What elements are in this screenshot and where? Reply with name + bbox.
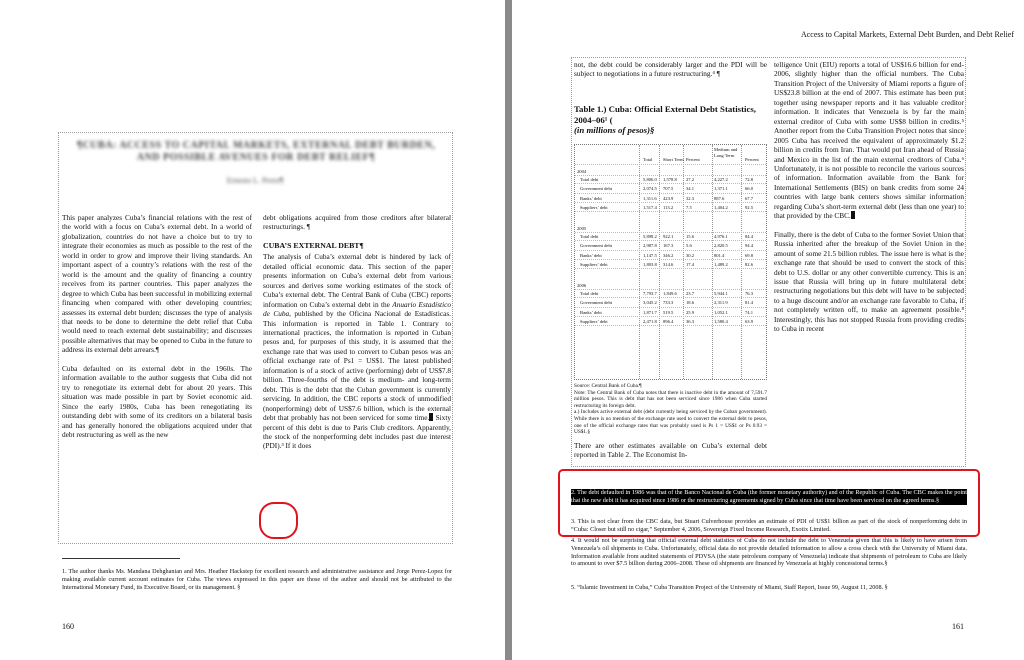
eiu-paragraph: telligence Unit (EIU) reports a total of US$16.6 billion for end-2006, slightly higher than the official numbers. The Cuba Transition Project of the University of Miami reports a figure of US$23.8 billion at the end of 2007. This estimate has been put together using newspaper reports and it has valuable creditor information. It indicates that Venezuela is by far the main external creditor of Cuba with some US$8 billion in credits.⁵ Another report from the Cuba Transition Project notes that since 2005 Cuba has received the equivalent of approximately $1.2 billion in credits from Iran. That would put Iran ahead of Russia and Mexico in the list of the main external creditors of Cuba.⁶ Unfortunately, it is not possible to reconcile the various sources of information. Information available from the Bank for International Settlements (BIS) on bank credits from some 24 countries with large bank centers shows similar information regarding Cuba’s short-term external debt (less than one year) to that provided by the CBC. [774, 60, 964, 221]
table-cell: 423.9 [663, 195, 674, 201]
table-header-row [575, 147, 766, 165]
table-cell: 1,849.6 [663, 291, 677, 297]
table-cell: 4,227.2 [714, 177, 728, 183]
table-header-cell: Short Term [663, 157, 684, 162]
table-cell: 30.2 [686, 252, 695, 258]
table-cell: 1,404.2 [714, 204, 728, 210]
table-cell: 1,517.4 [643, 204, 657, 210]
table-cell: 27.2 [686, 177, 695, 183]
table-cell: 314.6 [663, 261, 674, 267]
table-year-label: 2005 [577, 226, 587, 231]
footnote-marker-callout [259, 502, 298, 539]
left-page [0, 0, 505, 660]
table-row-label: Banks’ debt [580, 309, 602, 315]
table-row-label: Total debt [580, 234, 599, 240]
right-column-1-top [574, 60, 767, 100]
table-source: Source: Central Bank of Cuba.¶ [574, 383, 642, 389]
external-debt-paragraph: The analysis of Cuba’s external debt is hindered by lack of detailed official economic data. This section of the paper presents information on Cuba’s external debt from various sources and derives some working estimates of the stock of Cuba’s external debt. The Central Bank of Cuba (CBC) reports information on Cuba’s external debt in the Anuario Estadístico de Cuba, published by the Oficina Nacional de Estadísticas. This information is reported in Table 1. Contrary to international practices, the information is reported in Cuban pesos and, for purposes of this study, it is assumed that the exchange rate that was used to convert to Cuban pesos was an official exchange rate of Ps1 = US$1. The latest published information is of a stock of active (performing) debt of US$7.8 billion. Three-fourths of the debt is medium- and long-term debt. This is the debt that the Cuban government is currently servicing. In addition, the CBC reports a stock of unmodified (nonperforming) debt of US$7.6 billion, which is the external debt that probably has not been serviced for some time. Sixty percent of this debt is due to Paris Club creditors. Apparently, the stock of the nonperforming debt includes past due interest (PDI).³ If it does [263, 252, 451, 451]
table-row-label: Suppliers’ debt [580, 318, 608, 324]
page-number-left: 160 [62, 622, 74, 631]
table-header-cell: Total [643, 157, 653, 162]
footnote-separator [62, 558, 180, 559]
table-row-label: Suppliers’ debt [580, 261, 608, 267]
table-cell: 1,311.6 [643, 195, 657, 201]
table-cell: 113.2 [663, 204, 674, 210]
restructuring-paragraph: debt obligations acquired from those creditors after bilateral restructurings. ¶ [263, 213, 451, 232]
table-year-row [575, 283, 766, 290]
table-row [575, 300, 766, 307]
table-row [575, 291, 766, 298]
table-row [575, 196, 766, 203]
author-name: Ernesto L. Perez¶ [226, 176, 284, 185]
table-cell: 1,147.5 [643, 252, 657, 258]
table-row-label: Banks’ debt [580, 195, 602, 201]
table-row-label: Banks’ debt [580, 252, 602, 258]
table-cell: 2,074.5 [643, 186, 657, 192]
table-cell: 81.4 [745, 300, 754, 306]
table-cell: 167.3 [663, 243, 674, 249]
table-row-label: Government debt [580, 300, 613, 306]
table-cell: 1,580.4 [714, 318, 728, 324]
table-cell: 1,803.8 [643, 261, 657, 267]
right-column-1-bottom [574, 441, 767, 465]
anuario-title: Anuario Estadístico de Cuba [263, 299, 451, 319]
table-cell: 2,820.5 [714, 243, 728, 249]
table-cell: 74.1 [745, 309, 754, 315]
table-year-label: 2004 [577, 169, 587, 174]
table-row [575, 186, 766, 193]
table-cell: 7,793.7 [643, 291, 657, 297]
table-cell: 84.4 [745, 234, 754, 240]
table-row-label: Total debt [580, 177, 599, 183]
table-cell: 4,976.1 [714, 234, 728, 240]
soviet-debt-paragraph: Finally, there is the debt of Cuba to the former Soviet Union that Russia inherited after the breakup of the Soviet Union in the amount of some 21.5 billion rubles. The issue here is what is the exchange rate that should be used to convert the stock of this debt to U.S. dollar or any other convertible currency. This is an issue that Russia will bring up in future multilateral debt restructuring negotiations but this debt will have to be subjected to a huge discount and/or an exchange rate favorable to Cuba, if not completely written off, to make an agreement possible.⁸ Interestingly, this has not stopped Russia from providing credits to Cuba in recent [774, 229, 964, 334]
left-column-1 [62, 213, 252, 543]
table-notes [574, 383, 767, 436]
table-cell: 63.9 [745, 318, 754, 324]
table-header-cell: Percent [745, 157, 759, 162]
table-cell: 896.4 [663, 318, 674, 324]
table-cell: 5,898.2 [643, 234, 657, 240]
table-row-label: Government debt [580, 243, 613, 249]
table-row-label: Government debt [580, 186, 613, 192]
page-gutter [505, 0, 512, 660]
table-cell: 887.6 [714, 195, 725, 201]
table-header-cell: Percent [686, 157, 700, 162]
table-cell: 34.1 [686, 186, 695, 192]
continued-paragraph: not, the debt could be considerably larger and the PDI will be subject to negotiations in a future restructuring.⁴ ¶ [574, 60, 767, 79]
table-row-label: Suppliers’ debt [580, 204, 608, 210]
table-header-cell: Medium and Long Term [714, 147, 738, 158]
paper-title: ¶CUBA: ACCESS TO CAPITAL MARKETS, EXTERNAL DEBT BURDEN, AND POSSIBLE AVENUES FOR DEBT RELIEF¶ [76, 140, 436, 163]
table-cell: 72.8 [745, 177, 754, 183]
right-page [512, 0, 1024, 660]
table-cell: 5,806.0 [643, 177, 657, 183]
table-cell: 17.4 [686, 261, 695, 267]
table-cell: 25.9 [686, 309, 695, 315]
table-row [575, 253, 766, 260]
table-cell: 2,471.8 [643, 318, 657, 324]
table-row [575, 310, 766, 317]
table-row [575, 205, 766, 212]
table-year-label: 2006 [577, 283, 587, 288]
table-row [575, 234, 766, 241]
running-head: Access to Capital Markets, External Debt Burden, and Debt Relief [800, 30, 1014, 39]
table-cell: 7.5 [686, 204, 692, 210]
footnote-5: 5. “Islamic Investment in Cuba,” Cuba Transition Project of the University of Miami, Staff Report, Issue 99, August 11, 2008. § [571, 584, 888, 591]
table-cell: 92.5 [745, 204, 754, 210]
table-cell: 66.0 [745, 186, 754, 192]
right-column-2 [774, 60, 964, 465]
table-cell: 1,871.7 [643, 309, 657, 315]
table-cell: 1,052.1 [714, 309, 728, 315]
abstract-paragraph: This paper analyzes Cuba’s financial relations with the rest of the world with a focus on Cuba’s external debt. In a world of globalization, countries do not have a choice but to try to integrate their economies as much as possible to the rest of the world in order to grow and improve their living standards. An important aspect of a country’s relations with the rest of the world is the amount and the quality of financing a country receives from its partner countries. This paper analyzes the degree to which Cuba has been successful in mobilizing external financing when compared with other developing countries; assesses its external debt burden; discusses the type of analysis that needs to be done to determine the debt relief that Cuba would need to reach external debt sustainability; and discusses possible alternatives that may be opened to Cuba in the future to address its external debt arrears.¶ [62, 213, 252, 355]
table-year-row [575, 169, 766, 176]
table-cell: 15.6 [686, 234, 695, 240]
table-row-label: Total debt [580, 291, 599, 297]
table-cell: 76.3 [745, 291, 754, 297]
other-estimates-paragraph: There are other estimates available on Cuba’s external debt reported in Table 2. The Economist In- [574, 441, 767, 460]
table-cell: 18.6 [686, 300, 695, 306]
table-cell: 5.6 [686, 243, 692, 249]
table-cell: 82.6 [745, 261, 754, 267]
table-cell: 69.8 [745, 252, 754, 258]
paragraph-marker [851, 211, 855, 219]
table-row [575, 177, 766, 184]
table-year-row [575, 226, 766, 233]
table-cell: 94.4 [745, 243, 754, 249]
table-cell: 519.5 [663, 309, 674, 315]
intro-paragraph: Cuba defaulted on its external debt in the 1960s. The information available to the author suggests that Cuba did not try to renegotiate its external debt for about 20 years. This situation was made possible in part by Soviet economic aid. Since the early 1980s, Cuba has been renegotiating its outstanding debt with some of its creditors on a bilateral basis and has generally honored the obligations acquired under that debt restructuring as well as the new [62, 363, 252, 439]
footnote-2-highlighted[interactable]: 2. The debt defaulted in 1986 was that of the Banco Nacional de Cuba (the former monetary authority) and of the Republic of Cuba. The CBC makes the point that the new debt it has acquired since 1986 or the restructuring agreements signed by Cuba since that time have been serviced on the agreed terms.§ [571, 489, 967, 504]
footnote-3: 3. This is not clear from the CBC data, but Stuart Culverhouse provides an estimate of PDI of US$1 billion as part of the stock of nonperforming debt in “Cuba: Closer but still no cigar,” September 4, 2006, Sovereign Fixed Income Research, Exotix Limited. [571, 518, 967, 533]
table-cell: 922.1 [663, 234, 674, 240]
table-cell: 5,944.1 [714, 291, 728, 297]
table-cell: 346.2 [663, 252, 674, 258]
footnote-1: 1. The author thanks Ms. Mandana Dehghanian and Mrs. Heather Hackstep for excellent research and administrative assistance and Jorge Perez-Lopez for making available current account estimates for Cuba. The views expressed in this paper are those of the author and should not be attributed to the International Monetary Fund, its Executive Board, or its management. § [62, 568, 452, 591]
footnote-4: 4. It would not be surprising that official external debt statistics of Cuba do not include the debt to Venezuela given that this is likely to have arisen from Venezuela’s oil shipments to Cuba. Unfortunately, official data do not provide detailed information to allow a cross check with the University of Miami data. Information available from audited statements of PDVSA (the state petroleum company of Venezuela) indicate that shipments of petroleum to Cuba are likely to amount to over $7.5 billion during 2006–2008. These oil shipments are financed by Venezuela at highly concessional terms.§ [571, 537, 967, 568]
table-cell: 23.7 [686, 291, 695, 297]
left-column-2 [263, 213, 451, 543]
table-cell: 1,489.2 [714, 261, 728, 267]
table-cell: 67.7 [745, 195, 754, 201]
table-note-1: Note: The Central Bank of Cuba notes that there is inactive debt in the amount of 7,591.7 million pesos. This is debt that has not been serviced since 1986 when Cuba started restructuring its foreign debt. [574, 389, 767, 409]
debt-table [574, 144, 767, 380]
table-cell: 32.3 [686, 195, 695, 201]
table-title: Table 1.) Cuba: Official External Debt Statistics, 2004–06¹ ( (in millions of pesos)§ [574, 104, 756, 135]
table-cell: 707.5 [663, 186, 674, 192]
table-row [575, 262, 766, 269]
table-cell: 733.3 [663, 300, 674, 306]
table-cell: 3,045.2 [643, 300, 657, 306]
table-subtitle: (in millions of pesos)§ [574, 125, 655, 135]
table-cell: 1,578.8 [663, 177, 677, 183]
page-number-right: 161 [952, 622, 964, 631]
table-cell: 2,311.9 [714, 300, 728, 306]
table-row [575, 243, 766, 250]
table-cell: 36.3 [686, 318, 695, 324]
section-heading: CUBA’S EXTERNAL DEBT¶ [263, 240, 364, 250]
table-cell: 1,371.1 [714, 186, 728, 192]
table-note-2: a.) Includes active external debt (debt currently being serviced by the Cuban government). While there is no mention of the exchange rate used to convert the external debt to pesos, one of the official exchange rates that was probably used is Ps 1 = US$1 or Ps 0.93 = US$1.§ [574, 409, 767, 436]
table-cell: 801.4 [714, 252, 725, 258]
table-cell: 2,987.8 [643, 243, 657, 249]
table-row [575, 319, 766, 326]
